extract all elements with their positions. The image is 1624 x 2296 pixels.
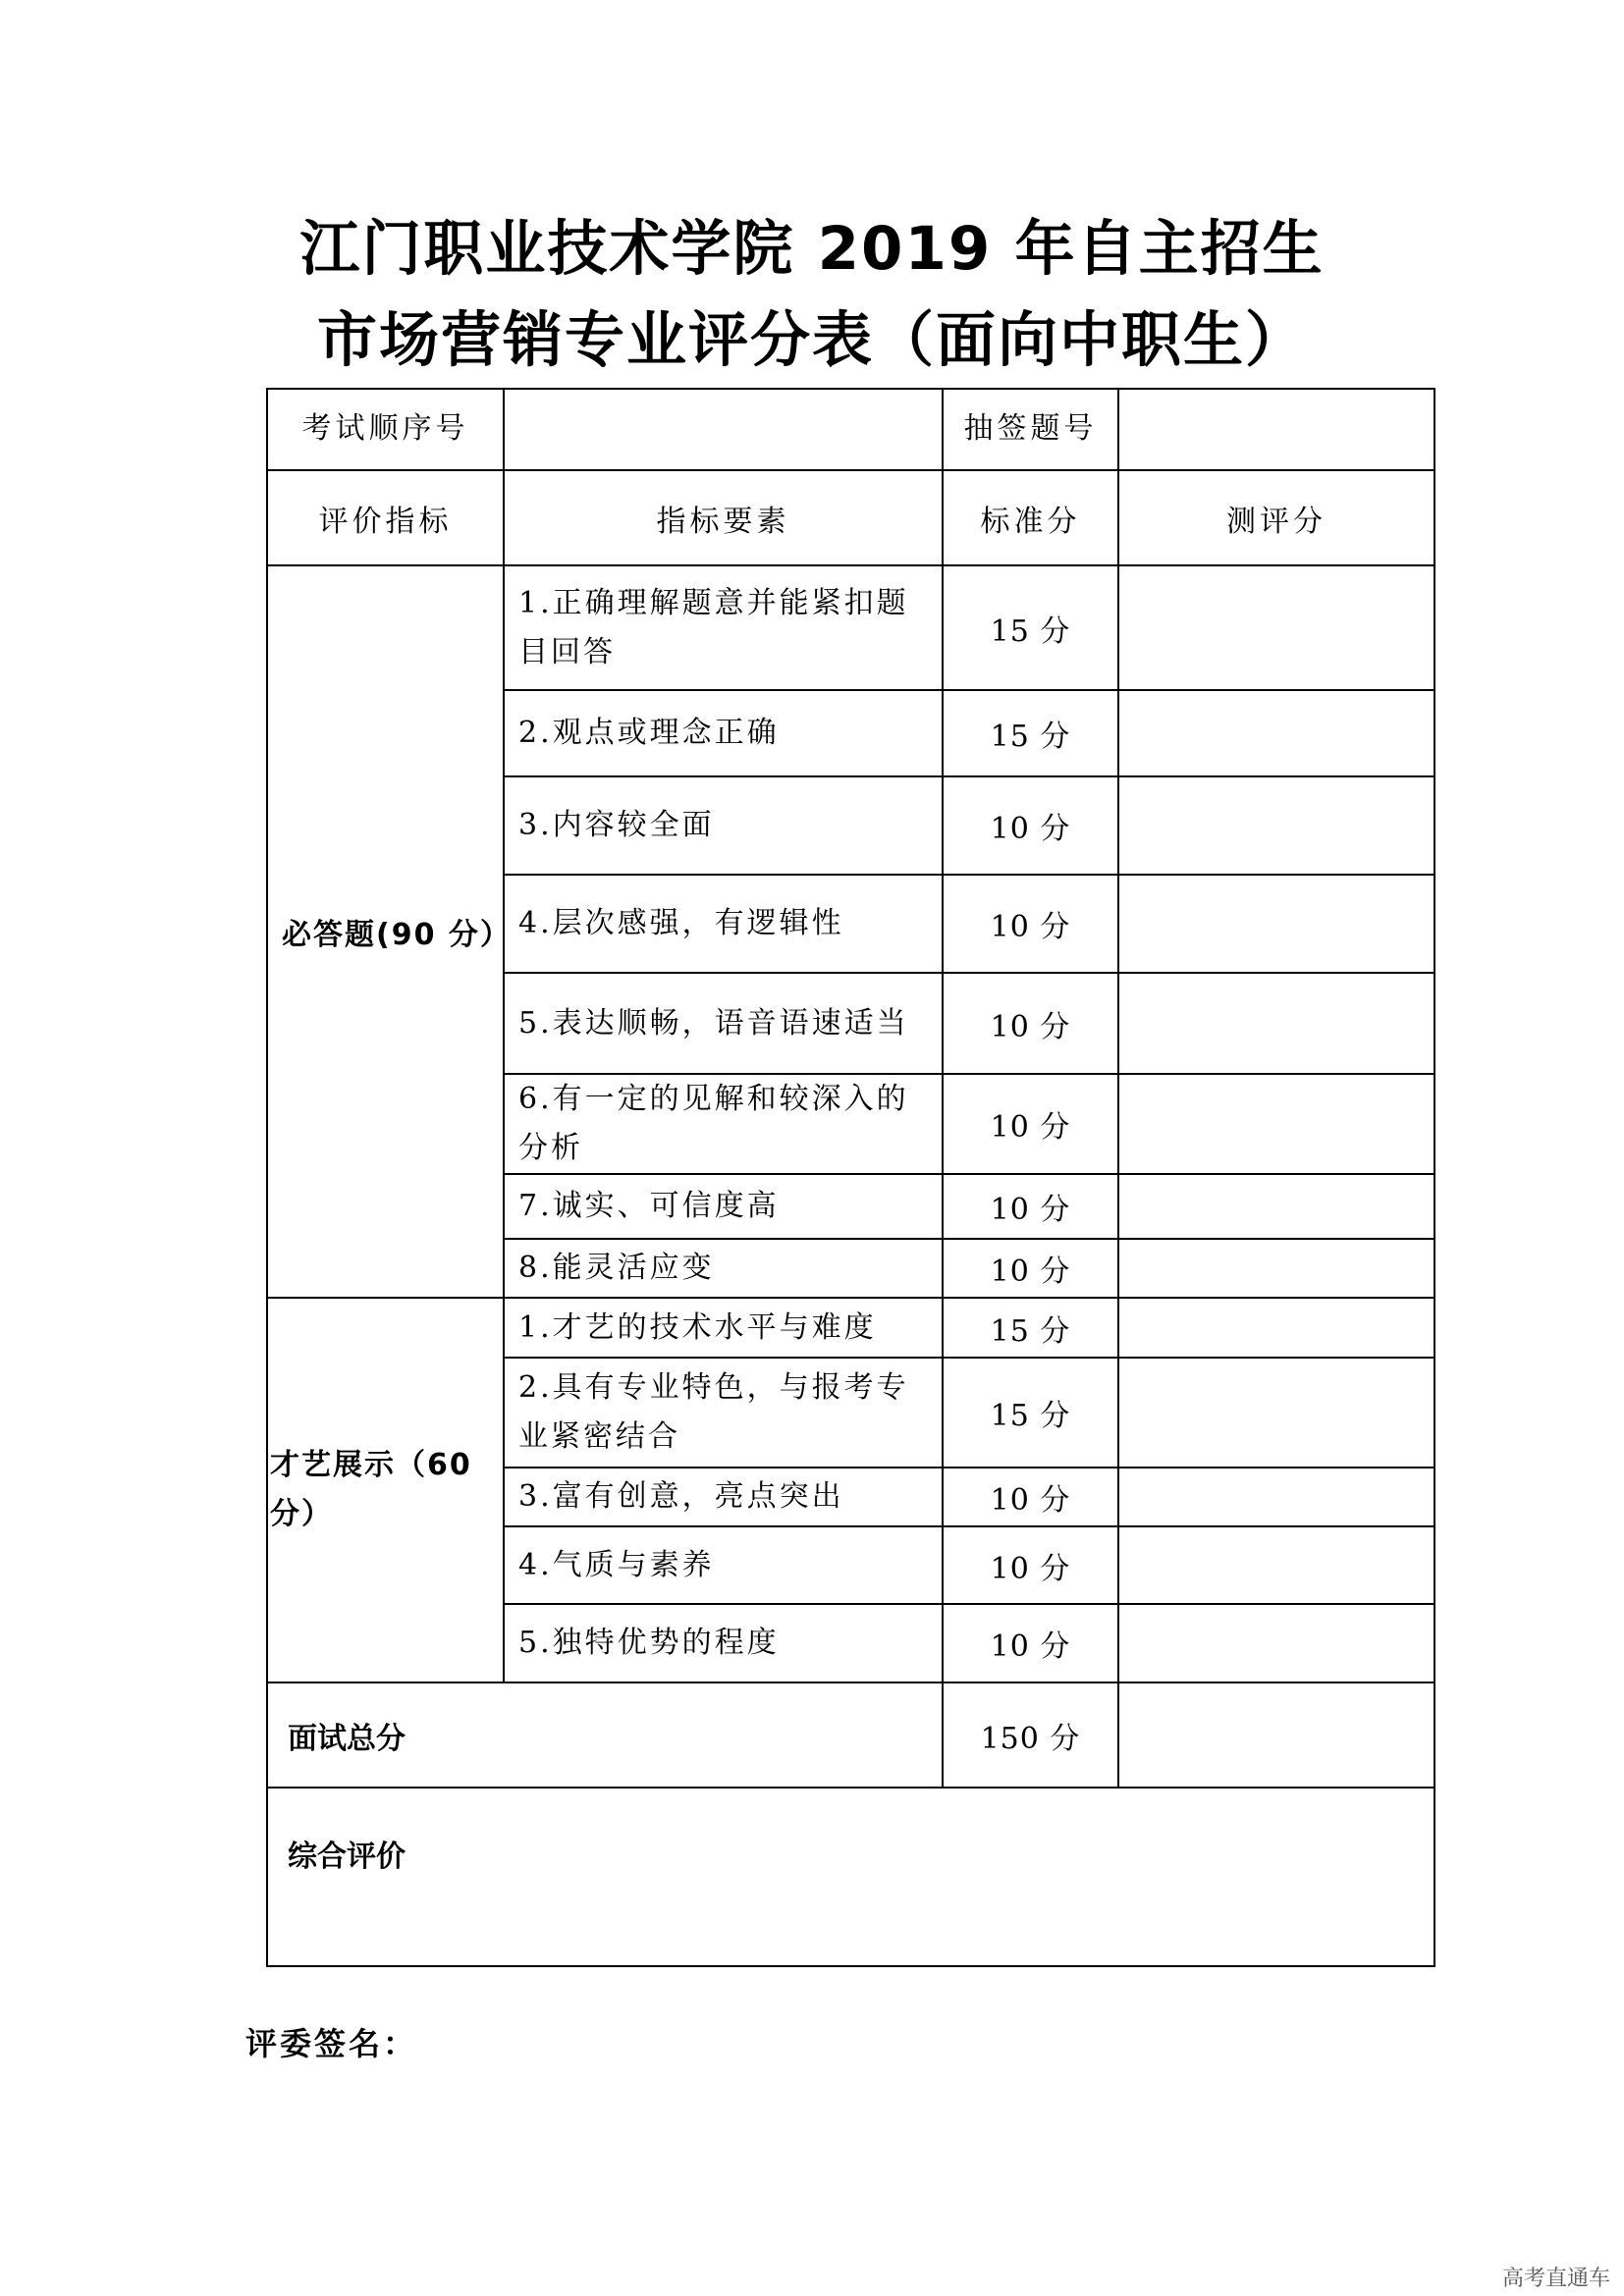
item-text: 6.有一定的见解和较深入的分析: [504, 1074, 943, 1174]
item-standard-score: 15 分: [943, 565, 1118, 690]
item-score-field[interactable]: [1118, 1174, 1435, 1239]
watermark: 高考直通车: [1501, 2267, 1610, 2291]
item-score-field[interactable]: [1118, 1298, 1435, 1358]
item-text: 8.能灵活应变: [504, 1239, 943, 1298]
item-score-field[interactable]: [1118, 1604, 1435, 1682]
item-score-field[interactable]: [1118, 973, 1435, 1074]
exam-number-field[interactable]: [504, 389, 943, 470]
item-standard-score: 10 分: [943, 1604, 1118, 1682]
item-text: 5.表达顺畅，语音语速适当: [504, 973, 943, 1074]
item-text: 2.具有专业特色，与报考专业紧密结合: [504, 1358, 943, 1468]
table-row: [267, 1298, 1435, 1358]
item-standard-score: 10 分: [943, 875, 1118, 973]
table-row: [267, 389, 1435, 470]
table-row: [267, 1788, 1435, 1966]
group-talent-show: 才艺展示（60 分）: [267, 1298, 504, 1682]
item-text: 4.层次感强，有逻辑性: [504, 875, 943, 973]
page-title-line2: 市场营销专业评分表（面向中职生）: [316, 305, 1307, 375]
item-score-field[interactable]: [1118, 1358, 1435, 1468]
header-elements: 指标要素: [504, 470, 943, 565]
item-standard-score: 10 分: [943, 1239, 1118, 1298]
table-header-row: [267, 470, 1435, 565]
item-text: 1.正确理解题意并能紧扣题目回答: [504, 565, 943, 690]
total-standard-score: 150 分: [943, 1682, 1118, 1788]
item-score-field[interactable]: [1118, 1468, 1435, 1526]
item-standard-score: 15 分: [943, 1358, 1118, 1468]
table-row: [267, 1682, 1435, 1788]
header-assessed-score: 测评分: [1118, 470, 1435, 565]
item-text: 3.内容较全面: [504, 776, 943, 875]
item-standard-score: 10 分: [943, 1526, 1118, 1604]
draw-number-field[interactable]: [1118, 389, 1435, 470]
item-score-field[interactable]: [1118, 1074, 1435, 1174]
item-text: 5.独特优势的程度: [504, 1604, 943, 1682]
item-text: 2.观点或理念正确: [504, 690, 943, 776]
item-text: 1.才艺的技术水平与难度: [504, 1298, 943, 1358]
item-score-field[interactable]: [1118, 1526, 1435, 1604]
page-title-line1: 江门职业技术学院 2019 年自主招生: [299, 214, 1325, 284]
item-score-field[interactable]: [1118, 1239, 1435, 1298]
item-standard-score: 10 分: [943, 1074, 1118, 1174]
item-standard-score: 10 分: [943, 776, 1118, 875]
exam-number-label: 考试顺序号: [267, 389, 504, 470]
item-standard-score: 15 分: [943, 1298, 1118, 1358]
total-score-label: 面试总分: [267, 1682, 943, 1788]
score-table: [266, 388, 1435, 1967]
item-standard-score: 10 分: [943, 1468, 1118, 1526]
item-score-field[interactable]: [1118, 875, 1435, 973]
header-standard-score: 标准分: [943, 470, 1118, 565]
header-indicator: 评价指标: [267, 470, 504, 565]
item-standard-score: 10 分: [943, 973, 1118, 1074]
overall-evaluation-label: 综合评价: [267, 1788, 1435, 1966]
judge-signature-label: 评委签名：: [245, 2025, 418, 2062]
group-required-questions: 必答题(90 分）: [267, 565, 504, 1298]
table-row: [267, 565, 1435, 690]
item-standard-score: 10 分: [943, 1174, 1118, 1239]
item-text: 4.气质与素养: [504, 1526, 943, 1604]
item-score-field[interactable]: [1118, 690, 1435, 776]
total-score-field[interactable]: [1118, 1682, 1435, 1788]
draw-number-label: 抽签题号: [943, 389, 1118, 470]
item-score-field[interactable]: [1118, 776, 1435, 875]
item-score-field[interactable]: [1118, 565, 1435, 690]
item-text: 7.诚实、可信度高: [504, 1174, 943, 1239]
item-text: 3.富有创意，亮点突出: [504, 1468, 943, 1526]
item-standard-score: 15 分: [943, 690, 1118, 776]
